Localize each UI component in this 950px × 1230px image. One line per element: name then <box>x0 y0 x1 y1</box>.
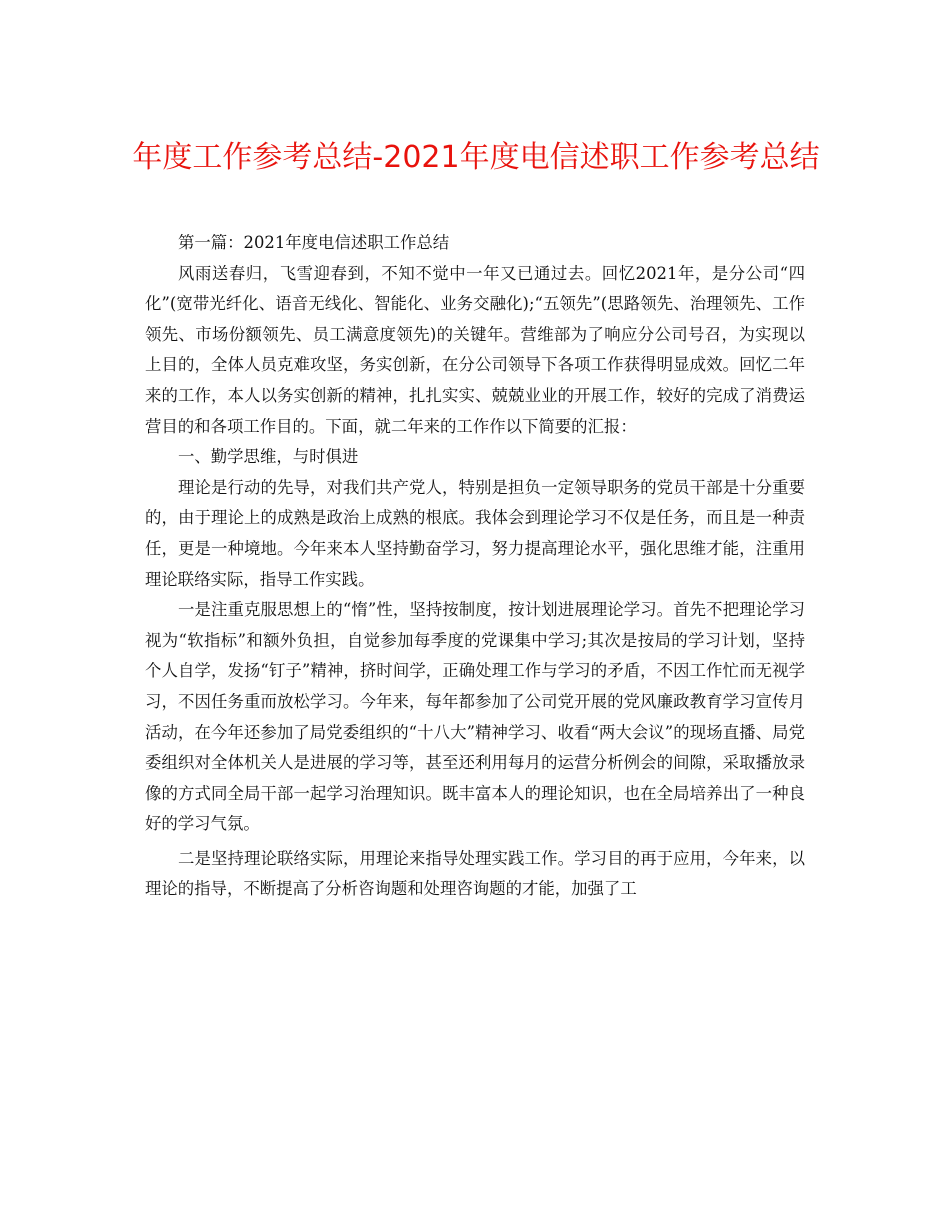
section-heading: 一、勤学思维，与时俱进 <box>178 447 359 467</box>
document-title: 年度工作参考总结-2021年度电信述职工作参考总结 <box>132 140 820 175</box>
body-paragraph: 二是坚持理论联络实际，用理论来指导处理实践工作。学习目的再于应用，今年来，以理论的指导，不断提高了分析咨询题和处理咨询题的才能，加强了工 <box>145 848 805 899</box>
document-body <box>145 228 805 905</box>
body-paragraph: 一是注重克服思想上的“惰”性，坚持按制度，按计划进展理论学习。首先不把理论学习视为“软指标”和额外负担，自觉参加每季度的党课集中学习;其次是按局的学习计划，坚持个人自学，发扬“钉子”精神，挤时间学，正确处理工作与学习的矛盾，不因工作忙而无视学习，不因任务重而放松学习。今年来，每年都参加了公司党开展的党风廉政教育学习宣传月活动，在今年还参加了局党委组织的“十八大”精神学习、收看“两大会议”的现场直播、局党委组织对全体机关人是进展的学习等，甚至还利用每月的运营分析例会的间隙，采取播放录像的方式同全局干部一起学习治理知识。既丰富本人的理论知识，也在全局培养出了一种良好的学习气氛。 <box>145 600 805 834</box>
body-paragraph: 风雨送春归，飞雪迎春到，不知不觉中一年又已通过去。回忆2021年，是分公司“四化”(宽带光纤化、语音无线化、智能化、业务交融化);“五领先”(思路领先、治理领先、工作领先、市场份额领先、员工满意度领先)的关键年。营维部为了响应分公司号召，为实现以上目的，全体人员克难攻坚，务实创新，在分公司领导下各项工作获得明显成效。回忆二年来的工作，本人以务实创新的精神，扎扎实实、兢兢业业的开展工作，较好的完成了消费运营目的和各项工作目的。下面，就二年来的工作作以下简要的汇报： <box>145 263 805 436</box>
body-paragraph: 理论是行动的先导，对我们共产党人，特别是担负一定领导职务的党员干部是十分重要的，由于理论上的成熟是政治上成熟的根底。我体会到理论学习不仅是任务，而且是一种责任，更是一种境地。今年来本人坚持勤奋学习，努力提高理论水平，强化思维才能，注重用理论联络实际，指导工作实践。 <box>145 477 805 589</box>
section-heading: 第一篇：2021年度电信述职工作总结 <box>178 233 450 252</box>
